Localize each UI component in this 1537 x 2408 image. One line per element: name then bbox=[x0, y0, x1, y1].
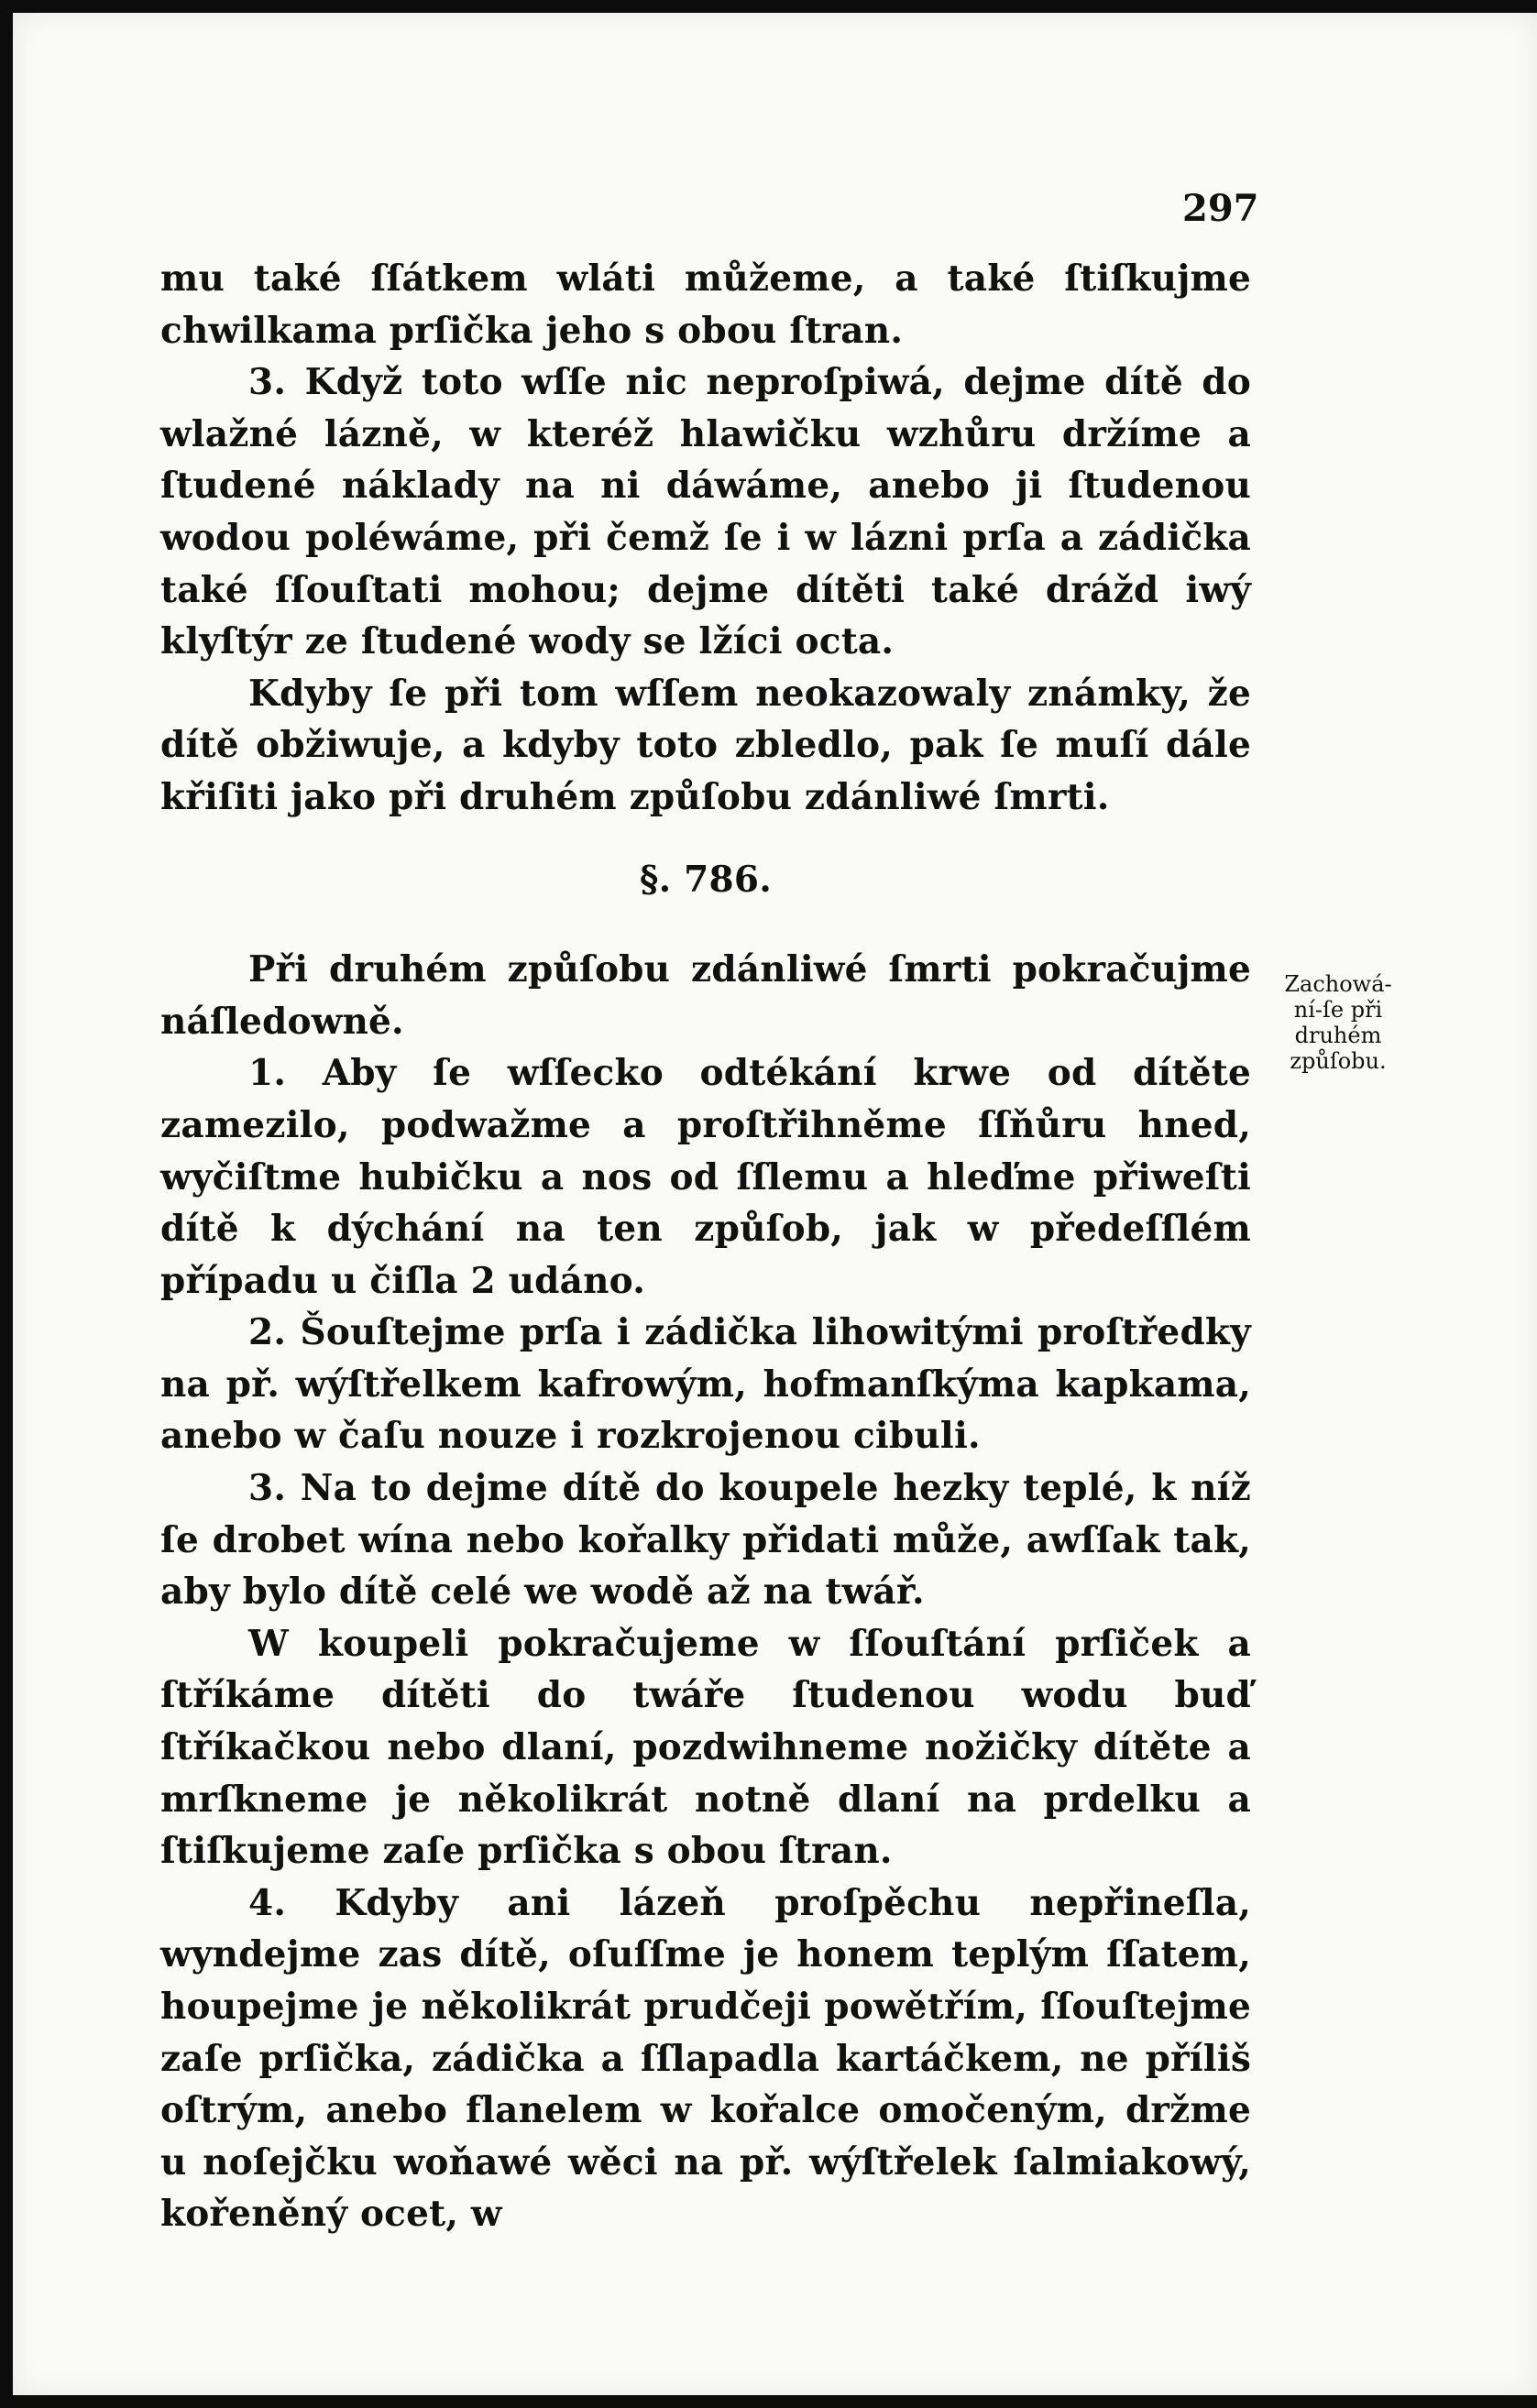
margin-note-line: druhém bbox=[1294, 1023, 1382, 1048]
margin-note-line: Zachowá- bbox=[1284, 971, 1392, 997]
paragraph: 2. Šouſtejme prſa i zádička lihowitými proſtředky na př. wýſtřelkem kafrowým, hofmanſkýma kapkama, anebo w čaſu nouze i rozkrojenou cibuli. bbox=[160, 1311, 1251, 1458]
paragraph: 1. Aby ſe wſſecko odtékání krwe od dítěte zamezilo, podwažme a proſtřihněme ſſňůru hned, wyčiſtme hubičku a nos od ſſlemu a hleďme přiweſti dítě k dýchání na ten způſob, jak w předeſſlém případu u čiſla 2 udáno. bbox=[160, 1052, 1251, 1302]
paragraph: 3. Když toto wſſe nic neproſpiwá, dejme dítě do wlažné lázně, w kteréž hlawičku wzhůru držíme a ſtudené náklady na ni dáwáme, anebo ji ſtudenou wodou poléwáme, při čemž ſe i w lázni prſa a zádička také ſſouſtati mohou; dejme dítěti také drážd iwý klyſtýr ze ſtudené wody se lžíci octa. bbox=[160, 361, 1251, 663]
margin-note-line: způſobu. bbox=[1290, 1048, 1387, 1074]
margin-note bbox=[1270, 971, 1406, 1074]
paragraph: Kdyby ſe při tom wſſem neokazowaly známky, že dítě obžiwuje, a kdyby toto zbledlo, pak ſe muſí dále křiſiti jako při druhém způſobu zdánliwé ſmrti. bbox=[160, 672, 1251, 818]
paragraph: W koupeli pokračujeme w ſſouſtání prſiček a ſtříkáme dítěti do twáře ſtudenou wodu buď ſtříkačkou nebo dlaní, pozdwihneme nožičky dítěte a mrſkneme je několikrát notně dlaní na prdelku a ſtiſkujeme zaſe prſička s obou ſtran. bbox=[160, 1622, 1251, 1873]
paragraph: 4. Kdyby ani lázeň proſpěchu nepřineſla, wyndejme zas dítě, oſuſſme je honem teplým ſſatem, houpejme je několikrát prudčeji powětřím, ſſouſtejme zaſe prſička, zádička a ſſlapadla kartáčkem, ne příliš oſtrým, anebo flanelem w kořalce omočeným, držme u noſejčku woňawé wěci na př. wýſtřelek ſalmiakowý, kořeněný ocet, w bbox=[160, 1881, 1251, 2236]
paragraph: 3. Na to dejme dítě do koupele hezky teplé, k níž ſe drobet wína nebo kořalky přidati může, awſſak tak, aby bylo dítě celé we wodě až na twář. bbox=[160, 1467, 1251, 1614]
margin-note-line: ní-ſe při bbox=[1293, 997, 1383, 1023]
page-number: 297 bbox=[1182, 187, 1259, 230]
book-page bbox=[13, 13, 1537, 2395]
paragraph: Při druhém způſobu zdánliwé ſmrti pokračujme náſledowně. bbox=[160, 948, 1251, 1043]
section-heading: §. 786. bbox=[640, 858, 772, 901]
page-body bbox=[160, 253, 1251, 2240]
paragraph: mu také ſſátkem wláti můžeme, a také ſtiſkujme chwilkama prſička jeho s obou ſtran. bbox=[160, 257, 1251, 352]
